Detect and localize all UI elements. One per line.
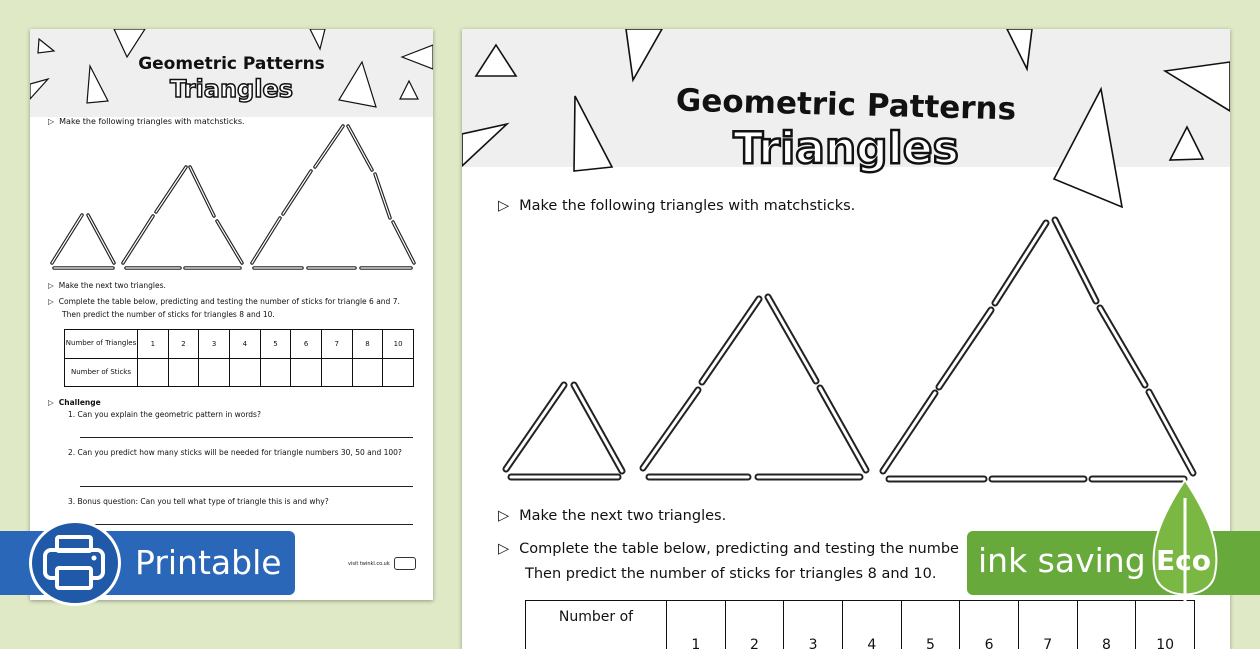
table-cell: 7 bbox=[1018, 601, 1077, 649]
answer-line[interactable] bbox=[80, 524, 413, 525]
instruction-make-triangles: ▷ Make the following triangles with matchsticks. bbox=[48, 117, 245, 126]
ink-saving-label: ink saving bbox=[978, 541, 1146, 580]
twinkl-logo bbox=[394, 557, 416, 570]
answer-cell[interactable] bbox=[291, 358, 322, 387]
page-title: Geometric Patterns bbox=[30, 54, 433, 74]
challenge-question-1: 1. Can you explain the geometric pattern in words? bbox=[68, 409, 418, 421]
triangle-bullet-icon: ▷ bbox=[48, 398, 54, 407]
table-cell: 4 bbox=[229, 330, 260, 359]
challenge-heading: ▷ Challenge bbox=[48, 398, 101, 407]
table-cell: 2 bbox=[725, 601, 784, 649]
answer-cell[interactable] bbox=[260, 358, 291, 387]
challenge-question-3: 3. Bonus question: Can you tell what type of triangle this is and why? bbox=[68, 496, 418, 508]
triangle-bullet-icon: ▷ bbox=[498, 541, 509, 557]
table-cell: 3 bbox=[199, 330, 230, 359]
page-title: Geometric Patterns bbox=[462, 77, 1230, 133]
answer-cell[interactable] bbox=[138, 358, 169, 387]
triangle-bullet-icon: ▷ bbox=[48, 117, 54, 126]
table-cell: 5 bbox=[260, 330, 291, 359]
answer-cell[interactable] bbox=[168, 358, 199, 387]
table-cell: 5 bbox=[901, 601, 960, 649]
table-cell: 6 bbox=[291, 330, 322, 359]
table-cell: 10 bbox=[383, 330, 414, 359]
answer-cell[interactable] bbox=[383, 358, 414, 387]
instruction-make-next: ▷ Make the next two triangles. bbox=[498, 508, 726, 524]
instruction-complete-table: ▷ Complete the table below, predicting and testing the number of sticks for triangle 6 and 7. bbox=[48, 297, 400, 306]
triangle-bullet-icon: ▷ bbox=[498, 508, 509, 524]
table-cell: 6 bbox=[960, 601, 1019, 649]
row-header-triangles: Number of bbox=[526, 601, 667, 649]
instruction-predict: Then predict the number of sticks for triangles 8 and 10. bbox=[62, 310, 275, 319]
answer-cell[interactable] bbox=[229, 358, 260, 387]
table-cell: 8 bbox=[1077, 601, 1136, 649]
table-cell: 1 bbox=[667, 601, 726, 649]
challenge-question-2: 2. Can you predict how many sticks will be needed for triangle numbers 30, 50 and 100? bbox=[68, 447, 403, 459]
table-cell: 7 bbox=[321, 330, 352, 359]
printable-label: Printable bbox=[135, 543, 282, 582]
triangle-bullet-icon: ▷ bbox=[48, 281, 54, 290]
answer-cell[interactable] bbox=[321, 358, 352, 387]
eco-label: Eco bbox=[1156, 544, 1211, 577]
answer-cell[interactable] bbox=[352, 358, 383, 387]
instruction-make-triangles: ▷ Make the following triangles with matchsticks. bbox=[498, 198, 855, 214]
page-subtitle: Triangles bbox=[462, 123, 1230, 174]
footer-url: visit twinkl.co.uk bbox=[348, 561, 390, 567]
table-cell: 1 bbox=[138, 330, 169, 359]
printer-icon bbox=[29, 520, 121, 606]
table-cell: 8 bbox=[352, 330, 383, 359]
instruction-complete-table: ▷ Complete the table below, predicting and testing the numbe bbox=[498, 541, 959, 557]
instruction-make-next: ▷ Make the next two triangles. bbox=[48, 281, 166, 290]
instruction-predict: Then predict the number of sticks for triangles 8 and 10. bbox=[525, 566, 936, 582]
answer-cell[interactable] bbox=[199, 358, 230, 387]
row-header-sticks: Number of Sticks bbox=[65, 358, 138, 387]
table-cell: 4 bbox=[842, 601, 901, 649]
matchstick-triangles bbox=[30, 124, 433, 274]
page-subtitle: Triangles bbox=[30, 75, 433, 103]
table-row bbox=[65, 358, 414, 387]
answer-line[interactable] bbox=[80, 437, 413, 438]
answer-line[interactable] bbox=[80, 486, 413, 487]
table-cell: 2 bbox=[168, 330, 199, 359]
table-row bbox=[526, 601, 1195, 649]
worksheet-preview-small[interactable] bbox=[30, 29, 433, 600]
triangle-bullet-icon: ▷ bbox=[48, 297, 54, 306]
sticks-table bbox=[525, 600, 1195, 649]
table-cell: 10 bbox=[1136, 601, 1195, 649]
row-header-triangles: Number of Triangles bbox=[65, 330, 138, 359]
table-cell: 3 bbox=[784, 601, 843, 649]
matchstick-triangles bbox=[462, 209, 1230, 489]
triangle-bullet-icon: ▷ bbox=[498, 198, 509, 214]
sticks-table bbox=[64, 329, 414, 387]
table-row bbox=[65, 330, 414, 359]
